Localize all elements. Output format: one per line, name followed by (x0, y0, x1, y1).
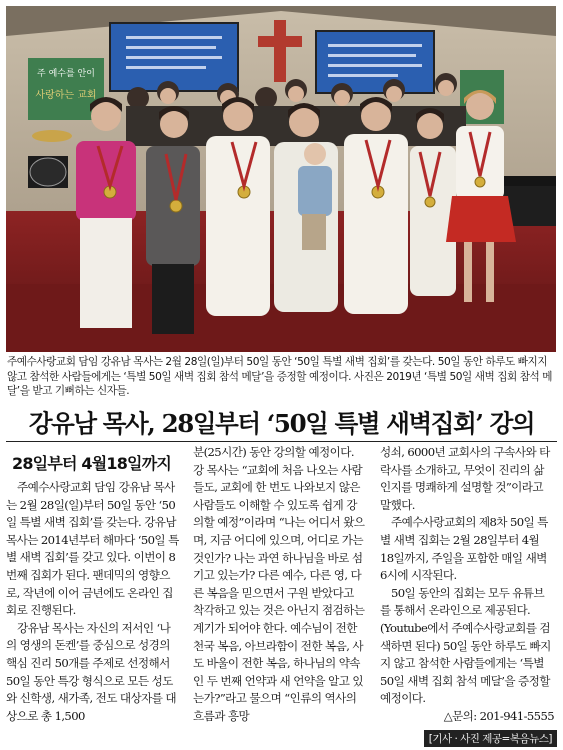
paragraph: 강유남 목사는 자신의 저서인 ‘나의 영생의 돈켄’를 중심으로 성경의 핵심 진리 50개를 주제로 선정해서 50일 동안 특강 형식으로 모든 성도와 신학생, 새가족, 전도 대상자를 대상으로 총 1,500 (6, 620, 176, 723)
paragraph: 분(25시간) 동안 강의할 예정이다. 강 목사는 “교회에 처음 나오는 사람들도, 교회에 한 번도 나와보지 않은 사람들도 이해할 수 있도록 쉽게 강의할 예정”이라며 “나는 어디서 왔으며, 지금 어디에 있으며, 어디로 가는 것인가? 나는 과연 하나님을 바로 섬기고 있는가? 다른 예수, 다른 영, 다른 복음을 믿으면서 구원 받았다고 착각하고 있는 것은 아닌지 점검하는 계기가 되어야 한다. 예수님이 전한 천국 복음, 아브라함이 전한 복음, 사도 바울이 전한 복음, 하나님의 약속인 두 번째 언약과 새 언약을 알고 있는가?”라고 물으며 “인류의 역사의 흐름과 흥망 (193, 445, 365, 723)
subheadline: 28일부터 4월18일까지 (12, 454, 172, 473)
headline: 강유남 목사, 28일부터 ‘50일 특별 새벽집회’ 강의 (28, 409, 535, 438)
church-group-photo (6, 6, 556, 352)
article-column-3 (380, 444, 554, 726)
photo-caption: 주예수사랑교회 담임 강유남 목사는 2월 28일(일)부터 50일 동안 ‘50일 특별 새벽 집회’를 갖는다. 50일 동안 하루도 빠지지 않고 참석한 사람들에게는 ‘특별 50일 새벽 집회 참석 메달’을 증정할 예정이다. 사진은 2019년 ‘특별 50일 새벽 집회 참석 메달’을 받고 기뻐하는 신자들. (7, 356, 552, 397)
news-photo (6, 6, 556, 352)
contact-info: △문의: 201-941-5555 (443, 708, 554, 723)
paragraph: 성쇠, 6000년 교회사의 구속사와 타락사를 소개하고, 무엇이 진리의 삶인지를 명쾌하게 설명할 것”이라고 말했다. (380, 445, 550, 512)
headline-rule (6, 441, 557, 442)
svg-text:주 예수를 안이: 주 예수를 안이 (37, 69, 95, 79)
article-body (6, 445, 557, 741)
article-column-1 (6, 479, 180, 725)
paragraph: 주예수사랑교회 담임 강유남 목사는 2월 28일(일)부터 50일 동안 ‘50일 특별 새벽 집회’를 갖는다. 강유남 목사는 2014년부터 해마다 ‘50일 특별 새벽 집회’를 갖고 있다. 이번이 8번째 집회가 된다. 팬데믹의 영향으로, 작년에 이어 금년에도 온라인 집회로 진행된다. (6, 480, 179, 618)
article-column-2 (193, 444, 367, 726)
svg-text:사랑하는 교회: 사랑하는 교회 (35, 90, 97, 101)
paragraph: 50일 동안의 집회는 모두 유튜브를 통해서 온라인으로 제공된다. (Youtube에서 주예수사랑교회를 검색하면 된다) 50일 동안 하루도 빠지지 않고 참석한 사람들에게는 ‘특별 50일 새벽 집회 참석 메달’을 증정할 예정이다. (380, 585, 551, 706)
paragraph: 주예수사랑교회의 제8차 50일 특별 새벽 집회는 2월 28일부터 4월 18일까지, 주일을 포함한 매일 새벽 6시에 시작된다. (380, 515, 548, 583)
source-credit: [기사 · 사진 제공=복음뉴스] (424, 730, 557, 747)
